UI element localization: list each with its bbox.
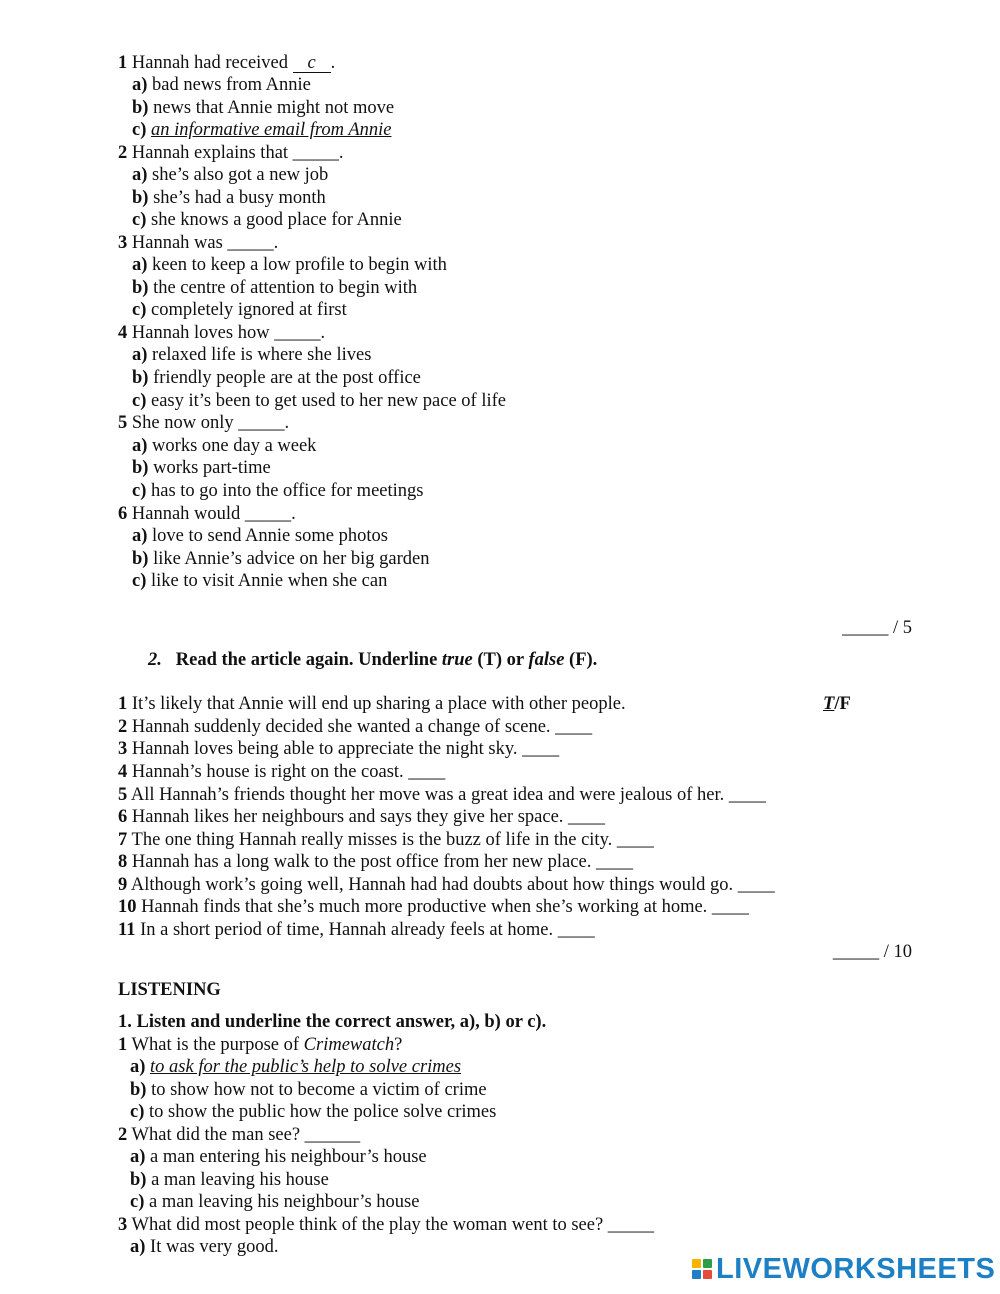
option-a[interactable]: a) she’s also got a new job [132,165,329,185]
option-b[interactable]: b) like Annie’s advice on her big garden [132,549,430,569]
listening-instruction: 1. Listen and underline the correct answer, a), b) or c). [118,1012,547,1032]
option-b[interactable]: b) the centre of attention to begin with [132,278,418,298]
tf-item-6: 6 Hannah likes her neighbours and says they give her space. ____ [118,807,606,827]
option-a[interactable]: a) It was very good. [130,1237,279,1257]
answer-blank[interactable]: c [293,54,331,73]
question-3: 3 Hannah was _____. [118,233,279,253]
option-c[interactable]: c) has to go into the office for meetings [132,481,424,501]
tf-item-2: 2 Hannah suddenly decided she wanted a change of scene. ____ [118,717,593,737]
tf-item-11: 11 In a short period of time, Hannah already feels at home. ____ [118,920,595,940]
question-stem: Hannah had received [131,53,293,73]
option-b[interactable]: b) friendly people are at the post office [132,368,421,388]
option-a[interactable]: a) love to send Annie some photos [132,526,388,546]
listening-question-1: 1 What is the purpose of Crimewatch? [118,1035,403,1055]
option-a[interactable]: a) keen to keep a low profile to begin with [132,255,447,275]
tf-item-1: 1 It’s likely that Annie will end up sharing a place with other people. T/F [118,694,851,714]
option-a[interactable]: a) bad news from Annie [132,75,311,95]
option-b[interactable]: b) works part-time [132,458,271,478]
question-1: 1 Hannah had received c . [118,53,336,73]
tf-item-7: 7 The one thing Hannah really misses is the buzz of life in the city. ____ [118,830,654,850]
tf-item-3: 3 Hannah loves being able to appreciate the night sky. ____ [118,739,560,759]
question-number: 1 [118,53,128,73]
question-5: 5 She now only _____. [118,413,290,433]
option-c[interactable]: c) she knows a good place for Annie [132,210,402,230]
listening-heading: LISTENING [118,980,221,1000]
tf-item-8: 8 Hannah has a long walk to the post office from her new place. ____ [118,852,633,872]
option-c-selected[interactable]: c) an informative email from Annie [132,120,392,140]
option-b[interactable]: b) to show how not to become a victim of crime [130,1080,487,1100]
option-a[interactable]: a) a man entering his neighbour’s house [130,1147,427,1167]
option-b[interactable]: b) she’s had a busy month [132,188,326,208]
score-section-2: _____ / 10 [832,942,912,962]
listening-question-2: 2 What did the man see? ______ [118,1125,361,1145]
question-2: 2 Hannah explains that _____. [118,143,344,163]
liveworksheets-logo[interactable] [692,1252,995,1286]
option-a-selected[interactable]: a) to ask for the public’s help to solve crimes [130,1057,462,1077]
option-b[interactable]: b) news that Annie might not move [132,98,395,118]
option-c[interactable]: c) like to visit Annie when she can [132,571,388,591]
tf-item-9: 9 Although work’s going well, Hannah had had doubts about how things would go. ____ [118,875,775,895]
tf-item-5: 5 All Hannah’s friends thought her move was a great idea and were jealous of her. ____ [118,785,766,805]
question-4: 4 Hannah loves how _____. [118,323,326,343]
option-a[interactable]: a) relaxed life is where she lives [132,345,372,365]
option-c[interactable]: c) to show the public how the police solve crimes [130,1102,497,1122]
tf-item-10: 10 Hannah finds that she’s much more productive when she’s working at home. ____ [118,897,749,917]
option-c[interactable]: c) easy it’s been to get used to her new pace of life [132,391,506,411]
tf-item-4: 4 Hannah’s house is right on the coast. ____ [118,762,446,782]
tf-answer[interactable]: T/F [823,694,851,714]
section-2-heading: 2. Read the article again. Underline true (T) or false (F). [148,650,598,670]
option-c[interactable]: c) completely ignored at first [132,300,347,320]
option-b[interactable]: b) a man leaving his house [130,1170,329,1190]
question-6: 6 Hannah would _____. [118,504,296,524]
logo-mark-icon [692,1259,712,1279]
listening-question-3: 3 What did most people think of the play the woman went to see? _____ [118,1215,655,1235]
option-c[interactable]: c) a man leaving his neighbour’s house [130,1192,420,1212]
option-a[interactable]: a) works one day a week [132,436,317,456]
score-section-1: _____ / 5 [842,618,912,638]
logo-text: LIVEWORKSHEETS [716,1253,996,1285]
